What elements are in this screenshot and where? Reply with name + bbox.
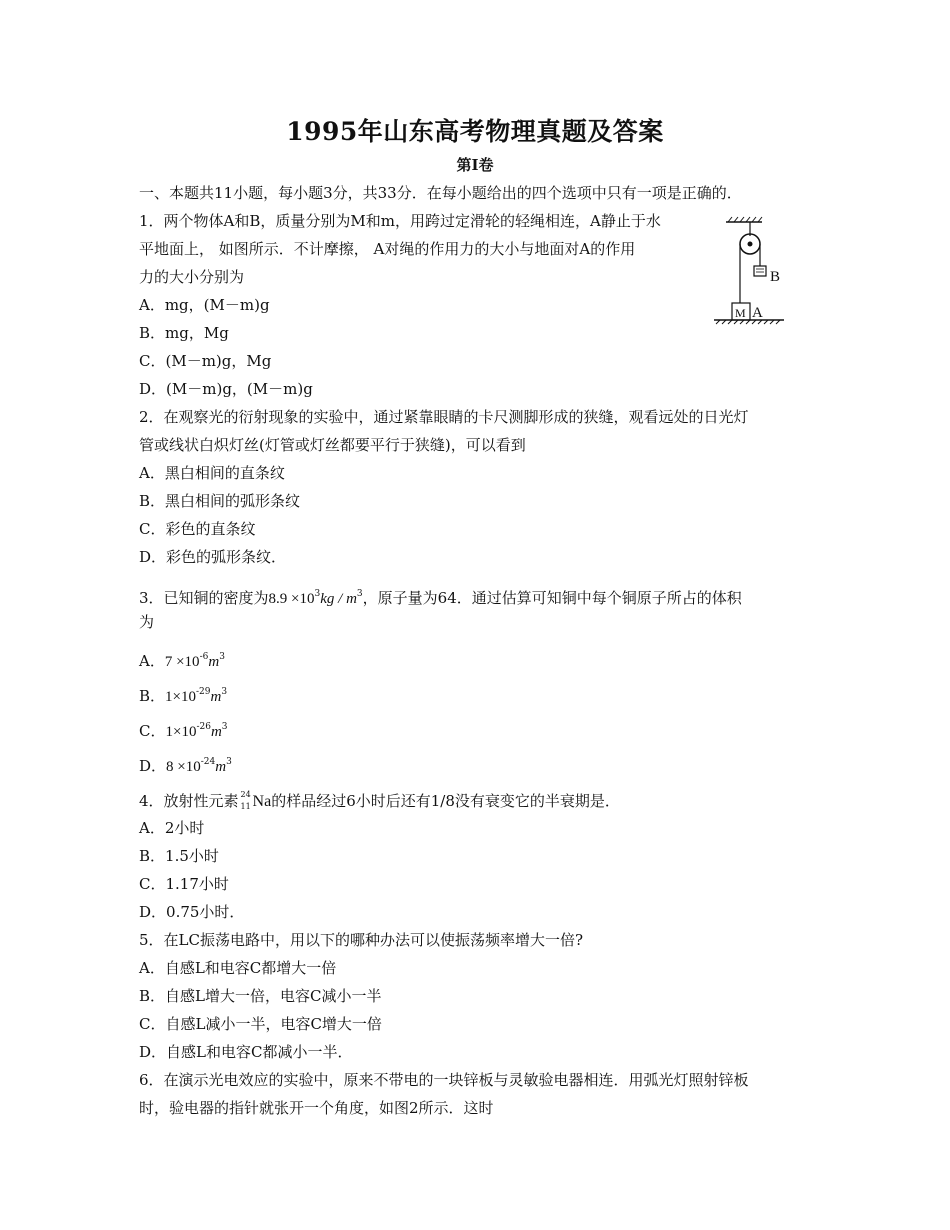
option-coefficient: 7 ×10	[164, 654, 200, 670]
q4-option-d: D．0.75小时．	[139, 903, 245, 921]
q2-option-b: B．黑白相间的弧形条纹	[139, 492, 301, 510]
option-unit-exponent: 3	[221, 687, 228, 697]
q5-option-b: B．自感L增大一倍，电容C减小一半	[139, 987, 382, 1005]
density-exponent: 3	[314, 589, 321, 599]
q3-stem-after: ，原子量为64．通过估算可知铜中每个铜原子所占的体积	[362, 589, 742, 607]
q4-option-b: B．1.5小时	[139, 847, 219, 865]
q3-stem-line-1	[139, 584, 742, 609]
density-unit: kg / m	[320, 591, 357, 607]
section-heading: 一、本题共11小题，每小题3分，共33分．在每小题给出的四个选项中只有一项是正确的．	[139, 184, 742, 202]
q4-stem-before: 4．放射性元素	[139, 792, 239, 810]
option-unit: m	[210, 689, 222, 705]
option-exponent: -26	[196, 722, 211, 732]
q2-option-a: A．黑白相间的直条纹	[139, 464, 285, 482]
q2-option-c: C．彩色的直条纹	[139, 520, 256, 538]
q2-stem-line-1: 2．在观察光的衍射现象的实验中，通过紧靠眼睛的卡尺测脚形成的狭缝，观看远处的日光灯	[139, 408, 749, 426]
option-exponent: -6	[199, 652, 209, 662]
q1-option-b: B．mg，Mg	[139, 324, 229, 342]
q5-stem: 5．在LC振荡电路中，用以下的哪种办法可以使振荡频率增大一倍?	[139, 931, 584, 949]
option-unit-exponent: 3	[226, 757, 232, 767]
label-b: B	[770, 269, 781, 285]
option-unit-exponent: 3	[219, 652, 225, 662]
isotope-atomic-number: 11	[240, 802, 251, 811]
density-unit-exponent: 3	[356, 589, 363, 599]
q3-stem-before: 3．已知铜的密度为	[139, 589, 269, 607]
q5-option-c: C．自感L减小一半，电容C增大一倍	[139, 1015, 382, 1033]
q1-stem-line-3: 力的大小分别为	[139, 268, 245, 286]
label-a: A	[752, 305, 763, 321]
q1-option-a: A．mg，(M－m)g	[139, 296, 270, 314]
q2-option-d: D．彩色的弧形条纹．	[139, 548, 287, 566]
option-unit: m	[208, 654, 220, 670]
q5-option-d: D．自感L和电容C都减小一半．	[139, 1043, 353, 1061]
q1-option-c: C．(M－m)g，Mg	[139, 352, 272, 370]
q1-stem-line-2: 平地面上， 如图所示．不计摩擦， A对绳的作用力的大小与地面对A的作用	[139, 240, 636, 258]
option-exponent: -29	[196, 687, 211, 697]
isotope-symbol: Na	[252, 793, 272, 810]
option-letter: B．	[139, 687, 166, 705]
option-letter: C．	[139, 722, 166, 740]
option-exponent: -24	[200, 757, 216, 767]
option-unit: m	[215, 759, 227, 775]
label-m: M	[735, 306, 746, 320]
q4-stem-after: 的样品经过6小时后还有1/8没有衰变它的半衰期是．	[271, 792, 620, 810]
q4-stem	[139, 791, 620, 812]
q2-stem-line-2: 管或线状白炽灯丝(灯管或灯丝都要平行于狭缝)，可以看到	[139, 436, 526, 454]
option-coefficient: 1×10	[165, 724, 197, 740]
q4-option-c: C．1.17小时	[139, 875, 229, 893]
option-unit: m	[210, 724, 222, 740]
option-letter: D．	[139, 757, 167, 775]
q5-option-a: A．自感L和电容C都增大一倍	[139, 959, 337, 977]
q3-option-a	[139, 647, 225, 672]
q1-stem-line-1: 1．两个物体A和B，质量分别为M和m，用跨过定滑轮的轻绳相连，A静止于水	[139, 212, 661, 230]
option-unit-exponent: 3	[221, 722, 228, 732]
q4-option-a: A．2小时	[139, 819, 205, 837]
document-title: 1995年山东高考物理真题及答案	[286, 117, 664, 146]
q3-stem-line-2: 为	[139, 613, 155, 631]
isotope-notation	[239, 791, 253, 811]
q6-stem-line-2: 时，验电器的指针就张开一个角度，如图2所示．这时	[139, 1099, 494, 1117]
q3-option-c	[139, 717, 228, 742]
option-letter: A．	[139, 652, 165, 670]
pulley-diagram	[710, 214, 790, 329]
density-value: 8.9 ×10	[268, 591, 315, 607]
volume-heading: 第Ⅰ卷	[456, 156, 494, 174]
isotope-mass-number: 24	[240, 790, 251, 799]
q6-stem-line-1: 6．在演示光电效应的实验中，原来不带电的一块锌板与灵敏验电器相连．用弧光灯照射锌板	[139, 1071, 749, 1089]
option-coefficient: 1×10	[165, 689, 196, 705]
q3-option-b	[139, 682, 227, 707]
block-b	[754, 266, 766, 276]
q3-option-d	[139, 752, 232, 777]
q1-option-d: D．(M－m)g，(M－m)g	[139, 380, 313, 398]
option-coefficient: 8 ×10	[166, 759, 201, 775]
